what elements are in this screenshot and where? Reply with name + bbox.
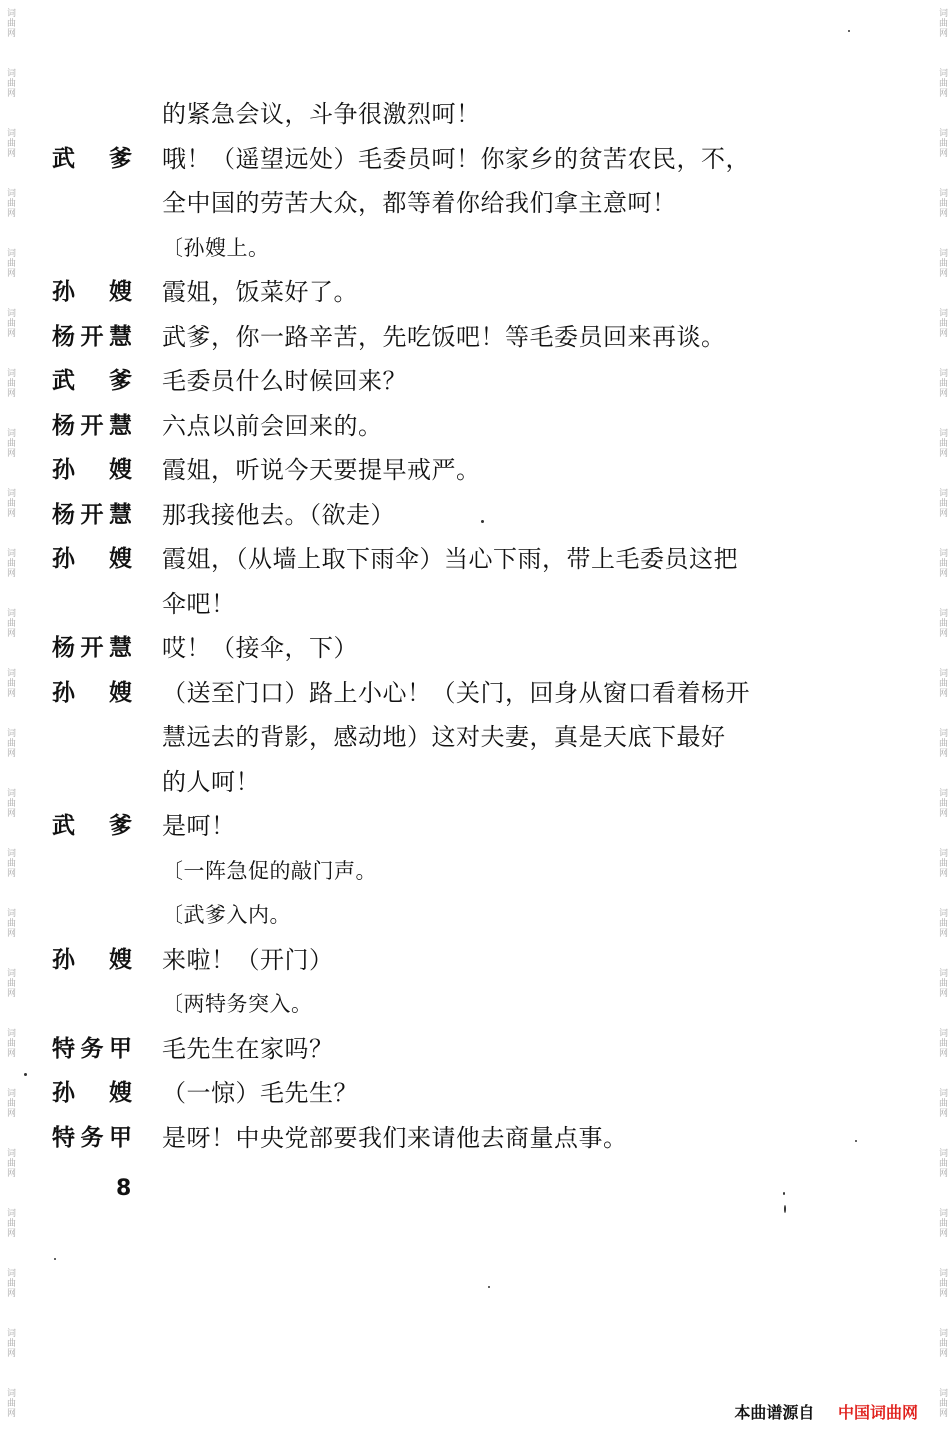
script-line [52,671,812,716]
dialogue-text: 来啦！（开门） [162,945,334,974]
dialogue-text: （送至门口）路上小心！（关门，回身从窗口看着杨开 [162,678,750,707]
side-watermark: 词曲网 [937,308,947,338]
speaker-name [52,359,162,404]
script-line [52,537,812,582]
dialogue-text: 伞吧！ [162,589,236,618]
script-line [52,404,812,449]
scan-speck [488,1286,490,1288]
dialogue-text: 是呵！ [162,812,236,840]
stage-direction: 〔孙嫂上。 [162,235,270,260]
speaker-label: 孙 嫂 [52,457,132,483]
side-watermark: 词曲网 [937,968,947,998]
scan-speck [848,30,850,32]
script-line [52,181,812,226]
side-watermark: 词曲网 [937,908,947,938]
script-line [52,1027,812,1072]
script-line [52,315,812,360]
side-watermark: 词曲网 [937,668,947,698]
speaker-name [52,938,162,983]
dialogue-text: （一惊）毛先生？ [162,1079,358,1107]
scan-speck [855,1140,857,1142]
side-watermark: 词曲网 [5,728,15,758]
side-watermark: 词曲网 [5,8,15,38]
stage-direction: 〔武爹入内。 [162,903,291,927]
scan-speck [24,1073,27,1076]
speaker-label: 孙 嫂 [52,679,132,706]
side-watermark: 词曲网 [937,1268,947,1298]
side-watermark: 词曲网 [5,188,15,218]
script-line [52,849,812,894]
script-line [52,804,812,849]
script-line [52,448,812,493]
side-watermark: 词曲网 [5,1088,15,1118]
side-watermark: 词曲网 [5,1328,15,1358]
speaker-name [52,1116,162,1161]
side-watermark: 词曲网 [937,8,947,38]
dialogue-text: 是呀！中央党部要我们来请他去商量点事。 [162,1123,628,1152]
speaker-name [52,1071,162,1116]
side-watermark: 词曲网 [5,488,15,518]
speaker-label: 特务甲 [52,1124,132,1151]
page-number: 8 [116,1176,132,1201]
script-line [52,626,812,671]
speaker-label: 杨开慧 [52,323,132,350]
speaker-name [52,537,162,582]
speaker-label: 特务甲 [52,1035,132,1062]
side-watermark: 词曲网 [937,848,947,878]
side-watermark: 词曲网 [5,1208,15,1238]
side-watermark: 词曲网 [5,968,15,998]
side-watermark: 词曲网 [5,548,15,578]
side-watermark: 词曲网 [937,1088,947,1118]
dialogue-text: 的紧急会议，斗争很激烈呵！ [162,100,481,128]
dialogue-text: 霞姐，（从墙上取下雨伞）当心下雨，带上毛委员这把 [162,545,738,573]
dialogue-text: 毛先生在家吗？ [162,1034,334,1063]
speaker-label: 武 爹 [52,813,132,839]
footer-site-link[interactable]: 中国词曲网 [837,1403,918,1422]
dialogue-text: 哦！（遥望远处）毛委员呵！你家乡的贫苦农民，不， [162,144,750,173]
side-watermark: 词曲网 [5,128,15,158]
speaker-name [52,1027,162,1072]
dialogue-text: 霞姐，饭菜好了。 [162,278,358,306]
script-line [52,938,812,983]
side-watermark: 词曲网 [937,1028,947,1058]
dialogue-text: 慧远去的背影，感动地）这对夫妻，真是天底下最好 [162,723,726,751]
script-line [52,1071,812,1116]
speaker-name [52,137,162,182]
side-watermark: 词曲网 [937,1208,947,1238]
scan-speck [784,1205,786,1213]
dialogue-text: 毛委员什么时候回来？ [162,367,407,395]
dialogue-text: 六点以前会回来的。 [162,411,383,440]
speaker-name [52,493,162,538]
side-watermark: 词曲网 [937,608,947,638]
speaker-name [52,626,162,671]
side-watermark: 词曲网 [937,1388,947,1418]
side-watermark: 词曲网 [5,248,15,278]
side-watermark: 词曲网 [5,308,15,338]
side-watermark: 词曲网 [937,728,947,758]
speaker-name [52,270,162,315]
side-watermark: 词曲网 [937,488,947,518]
side-watermark: 词曲网 [937,548,947,578]
side-watermark: 词曲网 [937,188,947,218]
side-watermark: 词曲网 [5,68,15,98]
scan-speck [783,1192,785,1195]
dialogue-text: 的人呵！ [162,767,260,796]
side-watermark: 词曲网 [937,1148,947,1178]
stage-direction: 〔一阵急促的敲门声。 [162,858,377,883]
speaker-label: 杨开慧 [52,501,132,528]
dialogue-text: 霞姐，听说今天要提早戒严。 [162,456,481,484]
side-watermark: 词曲网 [5,848,15,878]
speaker-label: 杨开慧 [52,412,132,439]
dialogue-text: 那我接他去。（欲走） [162,500,395,529]
scan-speck [481,520,484,523]
side-watermark: 词曲网 [937,68,947,98]
side-watermark: 词曲网 [5,1388,15,1418]
footer-source-label: 本曲谱源自 [734,1403,815,1422]
side-watermark: 词曲网 [937,128,947,158]
script-line [52,137,812,182]
script-line [52,982,812,1027]
speaker-label: 孙 嫂 [52,279,132,305]
speaker-name [52,315,162,360]
dialogue-text: 武爹，你一路辛苦，先吃饭吧！等毛委员回来再谈。 [162,322,726,351]
side-watermark: 词曲网 [937,368,947,398]
script-line [52,1116,812,1161]
speaker-label: 杨开慧 [52,635,132,661]
script-line [52,226,812,271]
footer-credit [734,1400,918,1423]
script-line [52,760,812,805]
scan-speck [54,1258,56,1260]
script-line [52,493,812,538]
speaker-label: 武 爹 [52,145,132,172]
speaker-label: 武 爹 [52,368,132,394]
speaker-label: 孙 嫂 [52,946,132,973]
side-watermark: 词曲网 [5,1028,15,1058]
side-watermark: 词曲网 [937,1328,947,1358]
side-watermark: 词曲网 [5,1148,15,1178]
dialogue-text: 全中国的劳苦大众，都等着你给我们拿主意呵！ [162,189,677,217]
stage-direction: 〔两特务突入。 [162,992,313,1016]
side-watermark: 词曲网 [937,788,947,818]
side-watermark: 词曲网 [5,908,15,938]
script-line [52,270,812,315]
speaker-name [52,671,162,716]
script-line [52,893,812,938]
script-line [52,715,812,760]
speaker-label: 孙 嫂 [52,546,132,572]
speaker-name [52,804,162,849]
speaker-name [52,448,162,493]
script-line [52,359,812,404]
dialogue-text: 哎！（接伞，下） [162,634,358,662]
side-watermark: 词曲网 [5,608,15,638]
side-watermark: 词曲网 [5,368,15,398]
side-watermark: 词曲网 [5,788,15,818]
script-body [52,92,812,1160]
script-line [52,582,812,627]
side-watermark: 词曲网 [5,1268,15,1298]
side-watermark: 词曲网 [937,428,947,458]
side-watermark: 词曲网 [5,428,15,458]
speaker-name [52,404,162,449]
side-watermark: 词曲网 [937,248,947,278]
script-line [52,92,812,137]
speaker-label: 孙 嫂 [52,1080,132,1106]
side-watermark: 词曲网 [5,668,15,698]
